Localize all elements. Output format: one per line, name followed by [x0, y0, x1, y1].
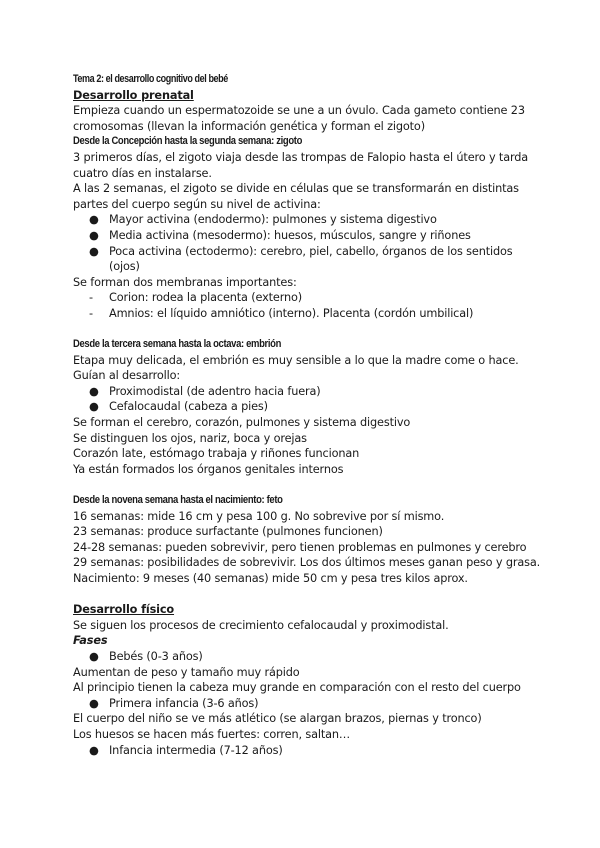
paragraph-line: Guían al desarrollo: — [73, 369, 181, 383]
bullet-marker: ● — [89, 400, 99, 414]
paragraph-line: Los huesos se hacen más fuertes: corren, saltan… — [73, 727, 351, 741]
list-item: - Amnios: el líquido amniótico (interno). Placenta (cordón umbilical) — [89, 306, 474, 320]
bullet-marker: ● — [89, 649, 99, 663]
bullet-marker: ● — [89, 244, 99, 258]
phase-list-bebes — [73, 649, 573, 665]
paragraph-line: Nacimiento: 9 meses (40 semanas) mide 50 cm y pesa tres kilos aprox. — [73, 572, 468, 585]
spacer — [73, 477, 573, 493]
spacer — [73, 587, 573, 603]
paragraph-line: 23 semanas: produce surfactante (pulmones funcionen) — [73, 525, 383, 539]
list-item: ● Media activina (mesodermo): huesos, músculos, sangre y riñones — [89, 228, 471, 242]
subheading-zigoto: Desde la Concepción hasta la segunda semana: zigoto — [73, 135, 303, 148]
phase-list-intermedia — [73, 743, 573, 759]
subheading-feto: Desde la novena semana hasta el nacimiento: feto — [73, 494, 283, 507]
paragraph-line: Aumentan de peso y tamaño muy rápido — [73, 665, 300, 679]
list-item: ● Proximodistal (de adentro hacia fuera) — [89, 384, 321, 398]
list-item-continuation: (ojos) — [109, 260, 140, 274]
paragraph-line: Corazón late, estómago trabaja y riñones funcionan — [73, 447, 360, 461]
document-page — [73, 72, 573, 758]
list-item: ● Cefalocaudal (cabeza a pies) — [89, 400, 268, 414]
dash-marker: - — [89, 291, 93, 305]
paragraph-line: Se forman el cerebro, corazón, pulmones y sistema digestivo — [73, 416, 411, 430]
paragraph-line: Se distinguen los ojos, nariz, boca y orejas — [73, 431, 307, 445]
paragraph-line: 3 primeros días, el zigoto viaja desde las trompas de Falopio hasta el útero y tarda — [73, 150, 529, 164]
paragraph-line: 24-28 semanas: pueden sobrevivir, pero tienen problemas en pulmones y cerebro — [73, 540, 527, 554]
paragraph-line: Se siguen los procesos de crecimiento cefalocaudal y proximodistal. — [73, 618, 449, 632]
paragraph-line: Ya están formados los órganos genitales internos — [73, 462, 344, 476]
paragraph-line: Etapa muy delicada, el embrión es muy sensible a lo que la madre come o hace. — [73, 353, 519, 367]
list-item: ● Infancia intermedia (7-12 años) — [89, 743, 283, 757]
list-item: - Corion: rodea la placenta (externo) — [89, 291, 303, 305]
document-title: Tema 2: el desarrollo cognitivo del bebé — [73, 73, 228, 85]
membranes-list — [73, 290, 573, 321]
list-item: ● Bebés (0-3 años) — [89, 649, 203, 663]
list-item: ● Mayor activina (endodermo): pulmones y sistema digestivo — [89, 213, 437, 227]
paragraph-line: Se forman dos membranas importantes: — [73, 275, 297, 289]
section-heading-fisico: Desarrollo físico — [73, 603, 175, 617]
fases-label: Fases — [73, 634, 108, 648]
dash-marker: - — [89, 306, 93, 320]
paragraph-line: cuatro días en instalarse. — [73, 166, 212, 180]
section-heading-prenatal: Desarrollo prenatal — [73, 88, 194, 102]
paragraph-line: Al principio tienen la cabeza muy grande en comparación con el resto del cuerpo — [73, 681, 521, 695]
paragraph-line: El cuerpo del niño se ve más atlético (se alargan brazos, piernas y tronco) — [73, 712, 482, 726]
subheading-embrion: Desde la tercera semana hasta la octava: embrión — [73, 338, 282, 351]
paragraph-line: cromosomas (llevan la información genética y forman el zigoto) — [73, 119, 425, 133]
bullet-marker: ● — [89, 228, 99, 242]
paragraph-line: partes del cuerpo según su nivel de activina: — [73, 197, 321, 211]
guidance-list — [73, 384, 573, 415]
paragraph-line: 29 semanas: posibilidades de sobrevivir. Los dos últimos meses ganan peso y grasa. — [73, 556, 541, 570]
bullet-marker: ● — [89, 696, 99, 710]
spacer — [73, 322, 573, 338]
bullet-marker: ● — [89, 384, 99, 398]
paragraph-line: A las 2 semanas, el zigoto se divide en células que se transformarán en distintas — [73, 182, 519, 196]
phase-list-primera — [73, 696, 573, 712]
list-item: ● Primera infancia (3-6 años) — [89, 696, 259, 710]
paragraph-line: Empieza cuando un espermatozoide se une a un óvulo. Cada gameto contiene 23 — [73, 104, 525, 118]
paragraph-line: 16 semanas: mide 16 cm y pesa 100 g. No sobrevive por sí mismo. — [73, 509, 445, 523]
list-item: ● Poca activina (ectodermo): cerebro, piel, cabello, órganos de los sentidos — [89, 244, 513, 258]
bullet-marker: ● — [89, 213, 99, 227]
bullet-marker: ● — [89, 743, 99, 757]
activina-list — [73, 212, 573, 274]
